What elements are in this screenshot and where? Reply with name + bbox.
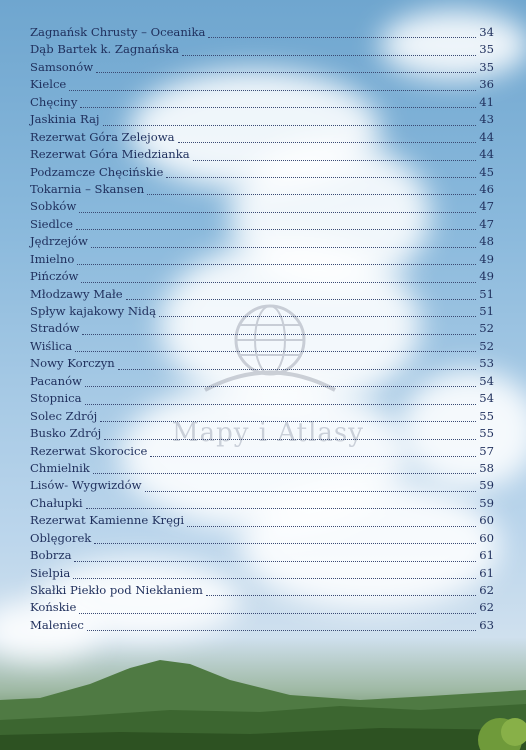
toc-entry — [30, 182, 494, 199]
toc-entry-title: Maleniec — [30, 617, 84, 632]
toc-entry-page: 52 — [479, 338, 494, 353]
toc-leader-dots — [74, 560, 476, 562]
toc-entry-page: 57 — [479, 443, 494, 458]
toc-entry-title: Wiślica — [30, 338, 73, 353]
toc-entry-title: Rezerwat Skorocice — [30, 443, 148, 458]
toc-entry-title: Jędrzejów — [30, 234, 88, 249]
landscape-hills — [0, 640, 526, 750]
toc-leader-dots — [86, 507, 477, 509]
toc-entry — [30, 409, 494, 426]
toc-entry — [30, 234, 494, 251]
toc-entry-title: Podzamcze Chęcińskie — [30, 164, 164, 179]
toc-entry-title: Sielpia — [30, 565, 71, 580]
toc-entry — [30, 426, 494, 443]
toc-entry — [30, 339, 494, 356]
toc-entry-page: 46 — [479, 181, 494, 196]
toc-entry-page: 55 — [479, 408, 494, 423]
toc-entry-title: Stradów — [30, 321, 80, 336]
toc-entry-page: 52 — [479, 321, 494, 336]
toc-leader-dots — [76, 228, 476, 230]
toc-entry — [30, 95, 494, 112]
toc-leader-dots — [82, 333, 476, 335]
toc-leader-dots — [126, 298, 477, 300]
toc-entry — [30, 566, 494, 583]
toc-entry-page: 49 — [479, 251, 494, 266]
toc-entry — [30, 478, 494, 495]
toc-leader-dots — [103, 124, 477, 126]
toc-entry-page: 49 — [479, 269, 494, 284]
toc-leader-dots — [96, 71, 476, 73]
toc-entry — [30, 321, 494, 338]
toc-entry — [30, 130, 494, 147]
toc-entry — [30, 269, 494, 286]
toc-entry-page: 61 — [479, 548, 494, 563]
toc-entry — [30, 147, 494, 164]
toc-entry-page: 61 — [479, 565, 494, 580]
toc-entry-title: Spływ kajakowy Nidą — [30, 304, 157, 318]
toc-leader-dots — [94, 542, 476, 544]
toc-entry-page: 53 — [479, 356, 494, 371]
toc-entry-title: Pińczów — [30, 269, 79, 284]
toc-entry — [30, 391, 494, 408]
toc-entry — [30, 112, 494, 129]
toc-entry-title: Rezerwat Góra Zelejowa — [30, 129, 175, 144]
toc-leader-dots — [100, 420, 476, 422]
toc-entry-title: Pacanów — [30, 373, 82, 388]
toc-leader-dots — [206, 594, 476, 596]
toc-leader-dots — [147, 193, 476, 195]
toc-entry — [30, 548, 494, 565]
toc-leader-dots — [79, 612, 476, 614]
toc-entry-page: 43 — [479, 112, 494, 127]
toc-entry — [30, 165, 494, 182]
toc-entry-title: Rezerwat Góra Miedzianka — [30, 147, 190, 162]
toc-entry-page: 54 — [479, 391, 494, 406]
toc-entry-page: 54 — [479, 373, 494, 388]
toc-entry-title: Zagnańsk Chrusty – Oceanika — [30, 25, 206, 39]
toc-entry-page: 60 — [479, 530, 494, 545]
toc-leader-dots — [91, 246, 476, 248]
toc-entry-title: Rezerwat Kamienne Kręgi — [30, 513, 185, 528]
toc-entry-title: Lisów- Wygwizdów — [30, 478, 142, 493]
toc-entry-page: 35 — [479, 59, 494, 74]
toc-leader-dots — [104, 438, 476, 440]
toc-entry-title: Samsonów — [30, 59, 94, 74]
toc-entry-title: Kielce — [30, 77, 67, 92]
toc-leader-dots — [75, 350, 476, 352]
toc-entry — [30, 199, 494, 216]
toc-entry-title: Siedlce — [30, 216, 73, 231]
toc-entry-page: 63 — [479, 617, 494, 632]
toc-entry-page: 55 — [479, 426, 494, 441]
toc-entry-page: 48 — [479, 234, 494, 249]
toc-leader-dots — [150, 455, 476, 457]
toc-entry — [30, 77, 494, 94]
toc-entry-title: Imielno — [30, 251, 75, 266]
toc-leader-dots — [118, 368, 476, 370]
toc-entry-page: 44 — [479, 147, 494, 162]
toc-leader-dots — [85, 385, 476, 387]
toc-leader-dots — [193, 159, 477, 161]
toc-entry-title: Młodzawy Małe — [30, 286, 123, 301]
toc-entry — [30, 531, 494, 548]
toc-leader-dots — [81, 281, 476, 283]
toc-leader-dots — [159, 315, 476, 317]
toc-entry-page: 35 — [479, 42, 494, 57]
toc-entry-title: Solec Zdrój — [30, 408, 98, 423]
toc-entry-page: 59 — [479, 495, 494, 510]
toc-leader-dots — [73, 577, 476, 579]
toc-entry-title: Stopnica — [30, 391, 82, 406]
toc-entry-title: Końskie — [30, 600, 77, 615]
toc-entry — [30, 356, 494, 373]
toc-entry-page: 36 — [479, 77, 494, 92]
toc-entry — [30, 600, 494, 617]
toc-entry — [30, 25, 494, 42]
toc-entry — [30, 60, 494, 77]
toc-entry-page: 34 — [479, 25, 494, 39]
toc-leader-dots — [79, 211, 476, 213]
toc-entry — [30, 217, 494, 234]
toc-entry — [30, 252, 494, 269]
toc-leader-dots — [93, 472, 476, 474]
toc-entry-page: 58 — [479, 460, 494, 475]
toc-entry-page: 47 — [479, 199, 494, 214]
toc-leader-dots — [80, 106, 476, 108]
toc-entry-page: 41 — [479, 94, 494, 109]
toc-leader-dots — [208, 36, 476, 38]
toc-entry-title: Bobrza — [30, 548, 72, 563]
toc-entry-title: Jaskinia Raj — [30, 112, 100, 127]
toc-entry-title: Chałupki — [30, 495, 83, 510]
toc-entry-page: 47 — [479, 216, 494, 231]
toc-entry — [30, 374, 494, 391]
watermark-text: Mapy i Atlasy — [172, 418, 364, 448]
toc-entry-title: Skałki Piekło pod Niekłaniem — [30, 583, 203, 597]
toc-entry-title: Tokarnia – Skansen — [30, 181, 145, 196]
toc-entry-page: 45 — [479, 164, 494, 179]
toc-entry-page: 59 — [479, 478, 494, 493]
toc-leader-dots — [85, 403, 477, 405]
toc-leader-dots — [166, 176, 476, 178]
toc-entry-title: Chęciny — [30, 94, 78, 109]
toc-leader-dots — [77, 263, 476, 265]
toc-entry-title: Oblęgorek — [30, 530, 92, 545]
toc-leader-dots — [182, 54, 476, 56]
toc-entry-page: 51 — [479, 304, 494, 318]
toc-entry-page: 62 — [479, 600, 494, 615]
toc-entry — [30, 304, 494, 321]
toc-entry — [30, 444, 494, 461]
toc-leader-dots — [178, 141, 477, 143]
toc-entry-page: 62 — [479, 583, 494, 597]
toc-entry-title: Busko Zdrój — [30, 426, 102, 441]
toc-entry-page: 60 — [479, 513, 494, 528]
toc-entry — [30, 287, 494, 304]
toc-entry — [30, 583, 494, 600]
toc-entry-title: Chmielnik — [30, 460, 90, 475]
toc-entry — [30, 618, 494, 635]
toc-entry — [30, 461, 494, 478]
table-of-contents — [30, 25, 494, 635]
toc-entry — [30, 496, 494, 513]
toc-entry-title: Dąb Bartek k. Zagnańska — [30, 42, 180, 57]
toc-leader-dots — [87, 629, 476, 631]
toc-entry — [30, 42, 494, 59]
toc-entry — [30, 513, 494, 530]
toc-entry-page: 44 — [479, 129, 494, 144]
toc-entry-title: Nowy Korczyn — [30, 356, 115, 371]
toc-leader-dots — [69, 89, 476, 91]
toc-entry-page: 51 — [479, 286, 494, 301]
toc-entry-title: Sobków — [30, 199, 77, 214]
toc-leader-dots — [145, 490, 477, 492]
toc-leader-dots — [187, 525, 476, 527]
